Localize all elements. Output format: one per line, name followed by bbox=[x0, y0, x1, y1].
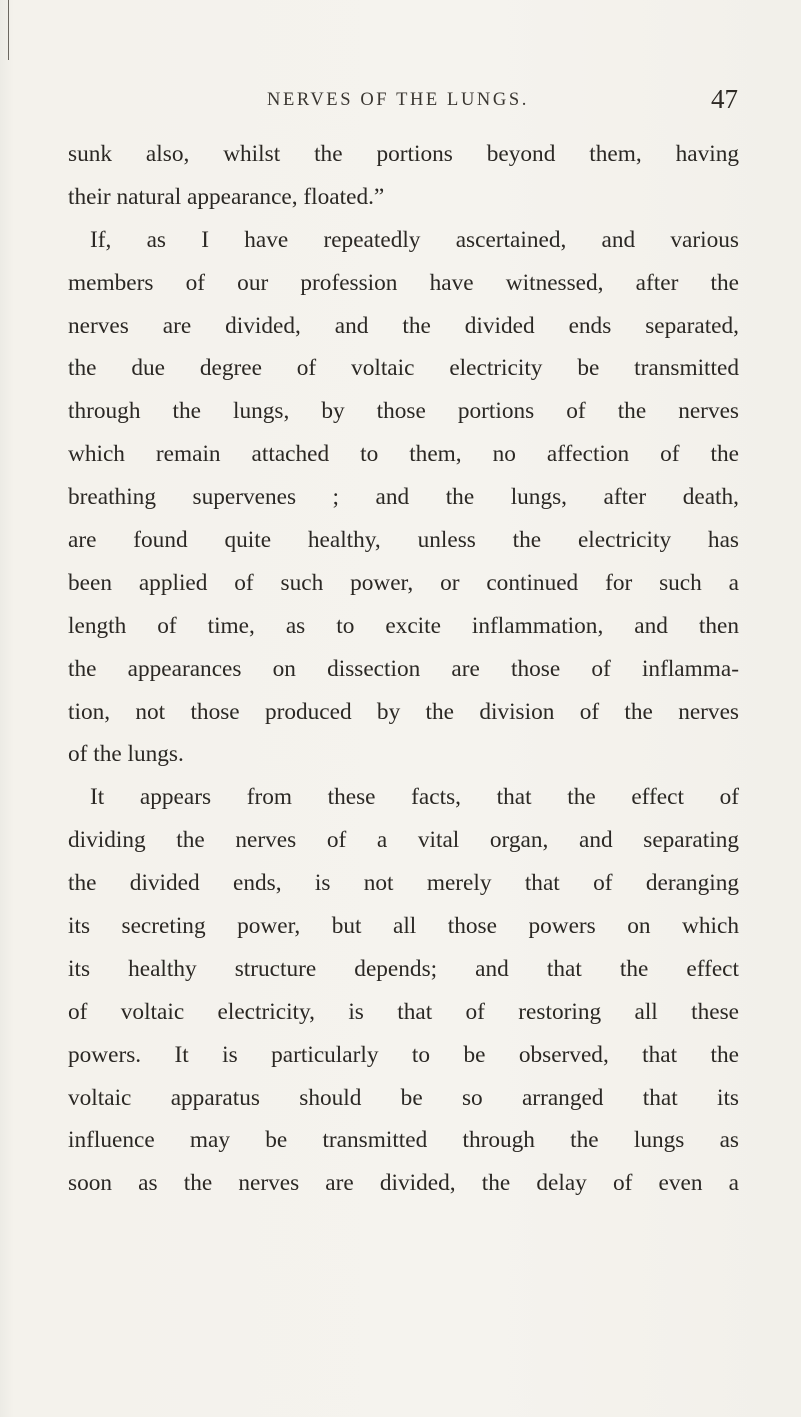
text-line: through the lungs, by those portions of the nerves bbox=[68, 398, 739, 425]
text-line: of the lungs. bbox=[68, 741, 184, 768]
text-line: length of time, as to excite inflammation, and then bbox=[68, 612, 739, 639]
text-line: the divided ends, is not merely that of deranging bbox=[68, 870, 739, 897]
text-line: If, as I have repeatedly ascertained, and various bbox=[90, 226, 739, 253]
text-line: sunk also, whilst the portions beyond them, having bbox=[68, 141, 739, 167]
text-line: nerves are divided, and the divided ends separated, bbox=[68, 312, 739, 339]
text-line: its secreting power, but all those powers on which bbox=[68, 913, 739, 940]
text-line: breathing supervenes ; and the lungs, after death, bbox=[68, 484, 739, 511]
body-text bbox=[68, 133, 739, 1205]
text-line: soon as the nerves are divided, the delay of even a bbox=[68, 1170, 739, 1197]
text-line: voltaic apparatus should be so arranged that its bbox=[68, 1084, 739, 1111]
text-line: are found quite healthy, unless the electricity has bbox=[68, 527, 739, 554]
text-line: of voltaic electricity, is that of restoring all these bbox=[68, 998, 739, 1025]
text-line: their natural appearance, floated.” bbox=[68, 183, 385, 210]
page-number: 47 bbox=[711, 84, 738, 114]
text-line: been applied of such power, or continued for such a bbox=[68, 569, 739, 596]
text-line: influence may be transmitted through the lungs as bbox=[68, 1127, 739, 1154]
text-line: dividing the nerves of a vital organ, and separating bbox=[68, 827, 739, 854]
page-edge-line bbox=[8, 0, 9, 60]
text-line: tion, not those produced by the division of the nerves bbox=[68, 698, 739, 725]
running-head bbox=[58, 84, 738, 120]
text-line: the appearances on dissection are those of inflamma- bbox=[68, 655, 739, 682]
text-line: the due degree of voltaic electricity be transmitted bbox=[68, 355, 739, 382]
text-line: its healthy structure depends; and that the effect bbox=[68, 955, 739, 982]
running-head-title: NERVES OF THE LUNGS. bbox=[267, 90, 529, 110]
text-line: powers. It is particularly to be observed, that the bbox=[68, 1041, 739, 1068]
text-line: which remain attached to them, no affection of the bbox=[68, 441, 739, 468]
text-line: members of our profession have witnessed, after the bbox=[68, 269, 739, 296]
text-line: It appears from these facts, that the effect of bbox=[90, 784, 739, 811]
